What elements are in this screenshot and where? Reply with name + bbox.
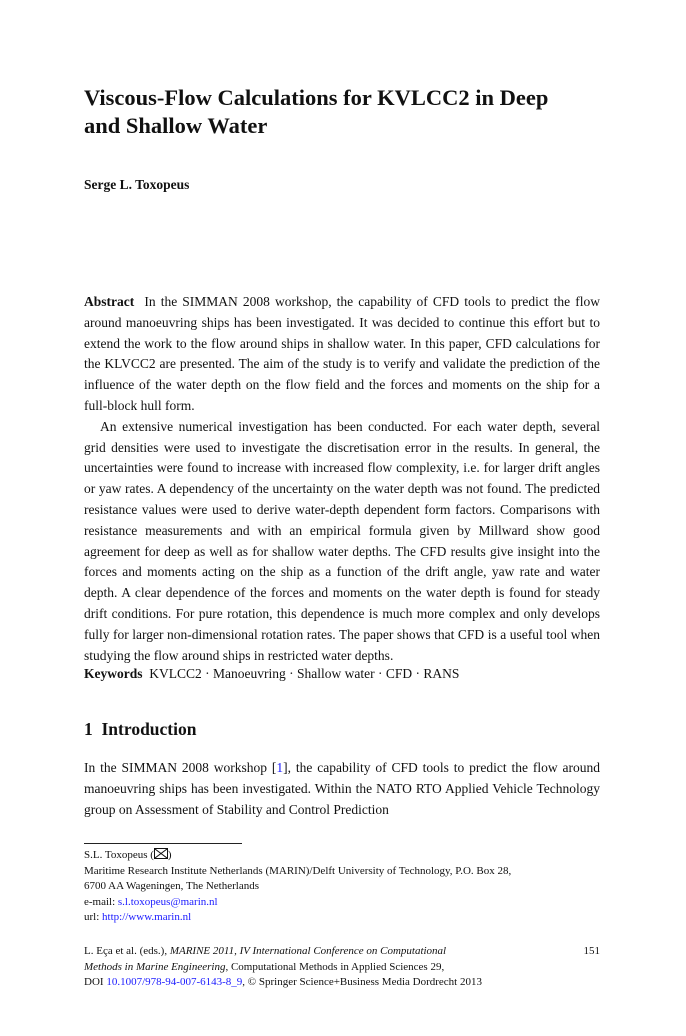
abstract-label: Abstract xyxy=(84,294,135,309)
doi-label: DOI xyxy=(84,976,107,988)
email-link[interactable]: s.l.toxopeus@marin.nl xyxy=(117,895,218,908)
envelope-icon xyxy=(154,848,168,859)
url-link[interactable]: http://www.marin.nl xyxy=(102,911,192,923)
pubinfo-conference-cont: Methods in Marine Engineering xyxy=(84,960,226,973)
pubinfo-series: , Computational Methods in Applied Sciences 29, xyxy=(225,960,445,973)
footnote-divider xyxy=(84,843,242,844)
footnote-url-line xyxy=(84,910,600,926)
section-title: Introduction xyxy=(101,719,197,739)
footnote-email-line xyxy=(84,895,600,911)
keywords-label: Keywords xyxy=(84,666,143,681)
email-label: e-mail: xyxy=(84,895,118,908)
title-line-2: and Shallow Water xyxy=(84,113,268,138)
title-line-1: Viscous-Flow Calculations for KVLCC2 in Deep xyxy=(84,85,549,110)
abstract-paragraph-1 xyxy=(84,292,600,417)
footnote-author-line xyxy=(84,848,600,864)
footnote-author-close: ) xyxy=(167,849,172,861)
doi-link[interactable]: 10.1007/978-94-007-6143-8_9 xyxy=(106,976,243,988)
section-number: 1 xyxy=(84,719,93,739)
keywords xyxy=(84,664,600,684)
pubinfo-line-3 xyxy=(84,975,600,991)
footnote-affiliation-2: 6700 AA Wageningen, The Netherlands xyxy=(84,880,259,892)
pubinfo-conference: MARINE 2011, IV International Conference on Computational xyxy=(169,945,447,957)
abstract xyxy=(84,292,600,666)
intro-text-rest: ], the capability of CFD tools to predict the flow around manoeuvring ships has been investigated. Within the NATO RTO Applied Vehicle Technology group on Assessment of Stability and Control Prediction xyxy=(84,760,600,817)
footnote xyxy=(84,848,600,926)
abstract-text-1: In the SIMMAN 2008 workshop, the capability of CFD tools to predict the flow around manoeuvring ships has been investigated. It was decided to continue this effort but to extend the work to the flow around ships in shallow water. In this paper, CFD calculations for the KLVCC2 are presented. The aim of the study is to verify and validate the prediction of the influence of the water depth on the flow field and the forces and moments on the ship for a full-block hull form. xyxy=(84,294,600,413)
footnote-affiliation-1: Maritime Research Institute Netherlands (MARIN)/Delft University of Technology, P.O. Box 28, xyxy=(84,864,512,877)
paper-title xyxy=(84,84,600,140)
copyright: , © Springer Science+Business Media Dordrecht 2013 xyxy=(242,976,482,988)
citation-link[interactable]: 1 xyxy=(276,760,284,775)
pubinfo-line-1 xyxy=(84,944,600,960)
pubinfo-line-2 xyxy=(84,960,600,976)
pubinfo-editors: L. Eça et al. (eds.), xyxy=(84,945,170,957)
intro-paragraph xyxy=(84,758,600,820)
url-label: url: xyxy=(84,911,103,923)
intro-text-start: In the SIMMAN 2008 workshop [ xyxy=(84,760,277,775)
keywords-text: KVLCC2 · Manoeuvring · Shallow water · CFD · RANS xyxy=(149,666,460,681)
section-heading xyxy=(84,719,196,740)
author-name: Serge L. Toxopeus xyxy=(84,177,190,192)
publication-info xyxy=(84,944,600,991)
page-number: 151 xyxy=(583,945,600,957)
footnote-author: S.L. Toxopeus ( xyxy=(84,849,154,861)
abstract-paragraph-2: An extensive numerical investigation has been conducted. For each water depth, several grid densities were used to investigate the discretisation error in the results. In general, the uncertainties were found to increase with increased flow complexity, i.e. for larger drift angles or yaw rates. A dependency of the uncertainty on the water depth was not found. The predicted resistance values were used to derive water-depth dependent form factors. Comparisons with resistance measurements and with an empirical formula given by Millward show good agreement for deep as well as for shallow water depths. The CFD results give insight into the forces and moments acting on the ship as a function of the drift angle, yaw rate and water depth. A clear dependence of the forces and moments on the water depth is found for steady drift conditions. For pure rotation, this dependence is much more complex and only develops fully for larger non-dimensional rotation rates. The paper shows that CFD is a useful tool when studying the flow around ships in restricted water depths. xyxy=(84,418,600,663)
